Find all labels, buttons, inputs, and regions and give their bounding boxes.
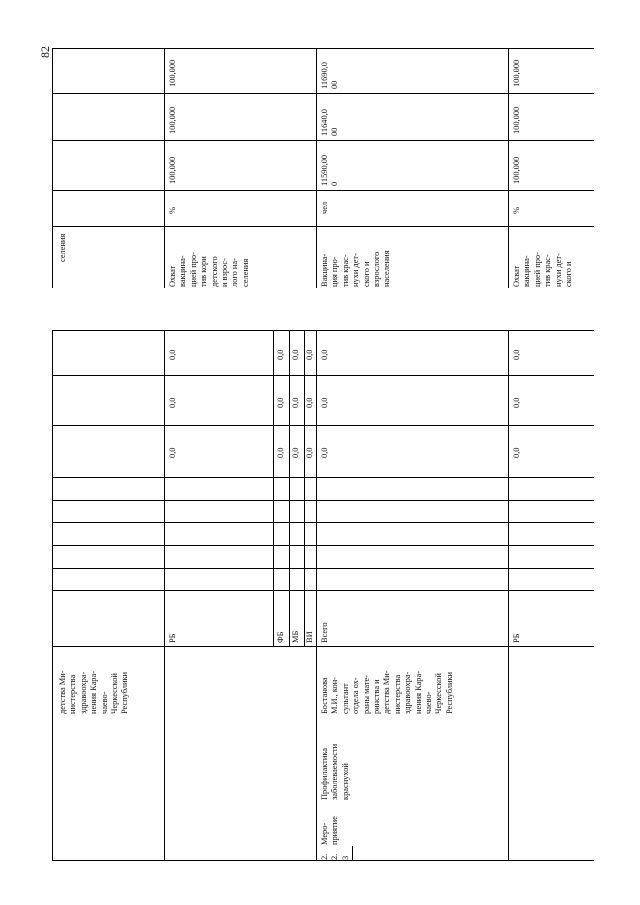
page-number: 82 — [38, 46, 52, 58]
source-text: РБ — [168, 633, 177, 643]
value-text: 0,0 — [512, 349, 521, 360]
indicator-text: Охват вакцина- цией про- тив кори детского и взрос- лого на- селения — [168, 252, 250, 287]
value-text: 100,000 — [168, 106, 177, 134]
source-text: ВИ — [305, 631, 314, 643]
value-text: 0,0 — [305, 349, 314, 360]
item-number: 2. 2. 3 — [320, 853, 350, 860]
value-text: 0,0 — [276, 349, 285, 360]
source-text: Всего — [320, 622, 329, 643]
value-text: 0,0 — [305, 447, 314, 458]
indicator-text: Охват вакцина- цией про- тив крас- нухи дет- ского и — [512, 252, 574, 287]
unit-text: % — [168, 207, 177, 214]
value-text: 100,000 — [512, 106, 521, 134]
responsible-text: Бостанова М.И., кон- сультант отдела ох- раны мате- ринства и детства Ми- нистерства здравоохра- нения Кара- чаево- Черкесской Республики — [320, 670, 454, 714]
value-text: 100,000 — [512, 156, 521, 184]
value-text: 0,0 — [291, 349, 300, 360]
value-text: 0,0 — [291, 397, 300, 408]
value-text: 0,0 — [168, 349, 177, 360]
value-text: 11690,0 00 — [320, 62, 340, 89]
value-text: 0,0 — [305, 397, 314, 408]
indicator-text: Вакцина- ция про- тив крас- нухи дет- ского и взрослого населения — [320, 250, 392, 287]
value-text: 0,0 — [320, 397, 329, 408]
item-title: Профилактика заболеваемости краснухой — [320, 743, 350, 800]
value-text: 11590,00 0 — [320, 154, 340, 186]
row-continuation-text: селения — [58, 233, 67, 262]
value-text: 0,0 — [320, 447, 329, 458]
source-text: ФБ — [276, 631, 285, 643]
source-text: РБ — [512, 633, 521, 643]
value-text: 0,0 — [276, 447, 285, 458]
value-text: 100,000 — [512, 59, 521, 87]
value-text: 0,0 — [168, 397, 177, 408]
unit-text: чел — [320, 201, 329, 214]
item-type: Меро- приятие — [320, 816, 340, 845]
value-text: 100,000 — [168, 156, 177, 184]
value-text: 0,0 — [320, 349, 329, 360]
value-text: 11640,0 00 — [320, 109, 340, 136]
value-text: 0,0 — [512, 397, 521, 408]
value-text: 0,0 — [291, 447, 300, 458]
value-text: 100,000 — [168, 59, 177, 87]
value-text: 0,0 — [512, 447, 521, 458]
unit-text: % — [512, 207, 521, 214]
source-text: МБ — [291, 630, 300, 643]
responsible-text: детства Ми- нистерства здравоохра- нения Кара- чаево- Черкесской Республики — [58, 670, 130, 714]
value-text: 0,0 — [168, 447, 177, 458]
value-text: 0,0 — [276, 397, 285, 408]
